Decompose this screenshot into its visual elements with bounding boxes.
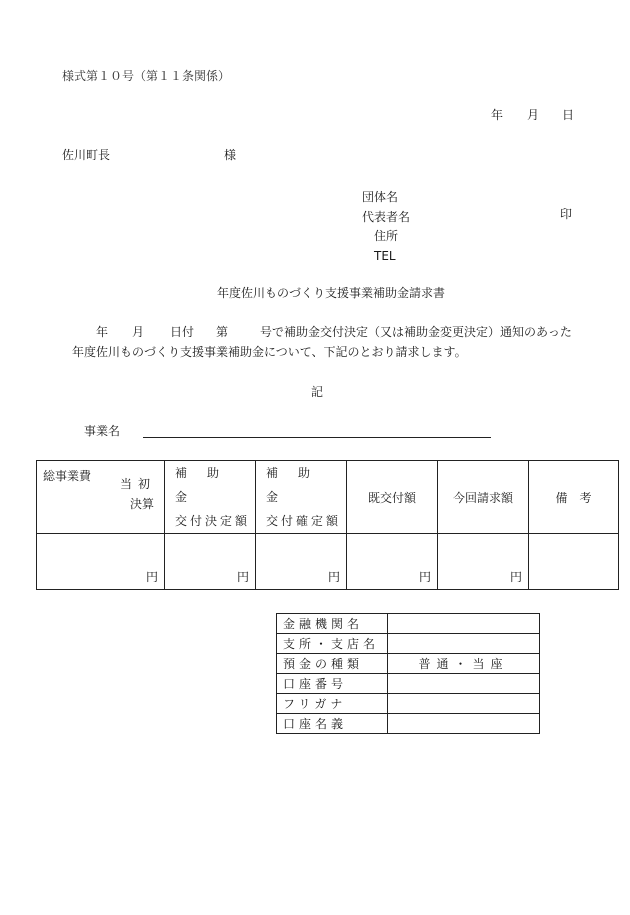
bank-row [277,614,540,634]
deposit-type-label: 預金の種類 [277,654,388,674]
grant-confirmed-cell[interactable]: 円 [256,534,347,590]
bank-row [277,714,540,734]
grant-decision-cell[interactable]: 円 [165,534,256,590]
total-cost-cell[interactable]: 円 [37,534,165,590]
header-current-claim: 今回請求額 [438,461,529,534]
grant-label-1: 補助金 [175,466,240,504]
body-line-2: 年度佐川ものづくり支援事業補助金について、下記のとおり請求します。 [72,345,467,359]
seal-mark: 印 [560,207,573,221]
bank-name-field[interactable] [388,614,540,634]
body-month: 月 [132,325,145,339]
tel-label: TEL [374,248,396,263]
branch-name-label: 支所・支店名 [277,634,388,654]
applicant-block [362,188,410,266]
header-paid-amount: 既交付額 [347,461,438,534]
initial-label: 当初 [119,477,156,491]
header-remarks: 備 考 [529,461,619,534]
deposit-type-field[interactable]: 普通・当座 [388,654,540,674]
account-number-field[interactable] [388,674,540,694]
furigana-field[interactable] [388,694,540,714]
body-number-prefix: 第 [216,325,229,339]
grant-label-2: 補助金 [266,466,331,504]
bank-name-label: 金融機関名 [277,614,388,634]
date-year-label: 年 [491,108,504,122]
date-month-label: 月 [527,108,540,122]
header-grant-confirmed [256,461,347,534]
paid-amount-cell[interactable]: 円 [347,534,438,590]
furigana-label: フリガナ [277,694,388,714]
remarks-cell[interactable] [529,534,619,590]
bank-row [277,634,540,654]
project-name-label: 事業名 [84,424,121,438]
body-year: 年 [96,325,109,339]
header-grant-decision [165,461,256,534]
project-name-field[interactable] [143,437,491,438]
account-holder-label: 口座名義 [277,714,388,734]
representative-label: 代表者名 [362,209,411,224]
account-holder-field[interactable] [388,714,540,734]
settlement-label: 決算 [129,497,154,511]
form-number: 様式第１０号（第１１条関係） [62,69,231,83]
total-cost-label: 総事業費 [43,469,92,483]
body-line-1 [96,326,572,338]
account-number-label: 口座番号 [277,674,388,694]
header-total-cost [37,461,165,534]
bank-row [277,674,540,694]
date-day-label: 日 [562,108,575,122]
amount-table [36,460,619,590]
branch-name-field[interactable] [388,634,540,654]
bank-row [277,654,540,674]
bank-row [277,694,540,714]
addressee-honorific: 様 [224,148,237,162]
grant-confirmed-label: 交付確定額 [266,514,342,528]
document-title: 年度佐川ものづくり支援事業補助金請求書 [217,286,446,300]
bank-account-table [276,613,540,734]
current-claim-cell[interactable]: 円 [438,534,529,590]
address-label: 住所 [374,229,399,243]
grant-decision-label: 交付決定額 [175,514,251,528]
addressee-name: 佐川町長 [62,148,111,162]
ki-heading: 記 [311,385,324,399]
group-name-label: 団体名 [362,190,399,204]
body-number-suffix: 号で補助金交付決定（又は補助金変更決定）通知のあった [260,325,572,339]
body-day: 日付 [170,325,195,339]
